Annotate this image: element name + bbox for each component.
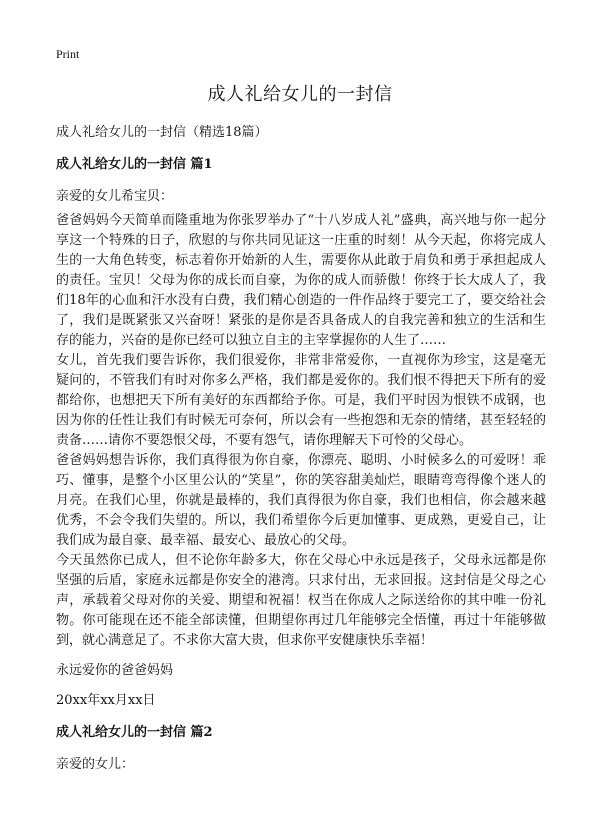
section-heading-1: 成人礼给女儿的一封信 篇1 (56, 157, 213, 172)
greeting-1: 亲爱的女儿希宝贝： (56, 189, 174, 204)
letter-paragraph-3: 爸爸妈妈想告诉你，我们真得很为你自豪，你漂亮、聪明、小时候多么的可爱呀！乖巧、懂事，是整个小区里公认的“笑星”，你的笑容甜美灿烂，眼睛弯弯得像个迷人的月亮。在我们心里，你就是最棒的，我们真得很为你自豪，我们也相信，你会越来越优秀，不会令我们失望的。所以，我们希望你今后更加懂事、更成熟，更爱自己，让我们成为最自豪、最幸福、最安心、最放心的父母。 (56, 453, 546, 548)
letter-paragraph-1: 爸爸妈妈今天简单而隆重地为你张罗举办了“十八岁成人礼”盛典，高兴地与你一起分享这一个特殊的日子，欣慰的与你共同见证这一庄重的时刻！从今天起，你将完成人生的一大角色转变，标志着你开始新的人生，需要你从此敢于肩负和勇于承担起成人的责任。宝贝！父母为你的成长而自豪，为你的成人而骄傲！你终于长大成人了，我们18年的心血和汗水没有白费，我们精心创造的一件作品终于要完工了，要交给社会了，我们是既紧张又兴奋呀！紧张的是你是否具备成人的自我完善和独立的生活和生存的能力，兴奋的是你已经可以独立自主的主宰掌握你的人生了…… (56, 213, 546, 348)
section-heading-2: 成人礼给女儿的一封信 篇2 (56, 725, 213, 740)
letter-date: 20xx年xx月xx日 (56, 693, 156, 708)
letter-paragraph-4: 今天虽然你已成人，但不论你年龄多大，你在父母心中永远是孩子，父母永远都是你坚强的后盾，家庭永远都是你安全的港湾。只求付出，无求回报。这封信是父母之心声，承载着父母对你的关爱、期望和祝福！权当在你成人之际送给你的其中唯一份礼物。你可能现在还不能全部读懂，但期望你再过几年能够完全悟懂，再过十年能够做到，就心满意足了。不求你大富大贵，但求你平安健康快乐幸福！ (56, 553, 546, 648)
letter-closing: 永远爱你的爸爸妈妈 (56, 663, 174, 678)
print-link[interactable]: Print (56, 47, 80, 61)
page-title: 成人礼给女儿的一封信 (207, 84, 393, 105)
greeting-2: 亲爱的女儿： (56, 757, 135, 772)
letter-paragraph-2: 女儿，首先我们要告诉你，我们很爱你，非常非常爱你，一直视你为珍宝，这是毫无疑问的，不管我们有时对你多么严格，我们都是爱你的。我们恨不得把天下所有的爱都给你，也想把天下所有美好的东西都给予你。可是，我们平时因为恨铁不成钢，也因为你的任性让我们有时候无可奈何，所以会有一些抱怨和无奈的情绪，甚至轻轻的责备……请你不要怨恨父母，不要有怨气，请你理解天下可怜的父母心。 (56, 353, 546, 448)
document-subtitle: 成人礼给女儿的一封信（精选18篇） (56, 125, 268, 140)
